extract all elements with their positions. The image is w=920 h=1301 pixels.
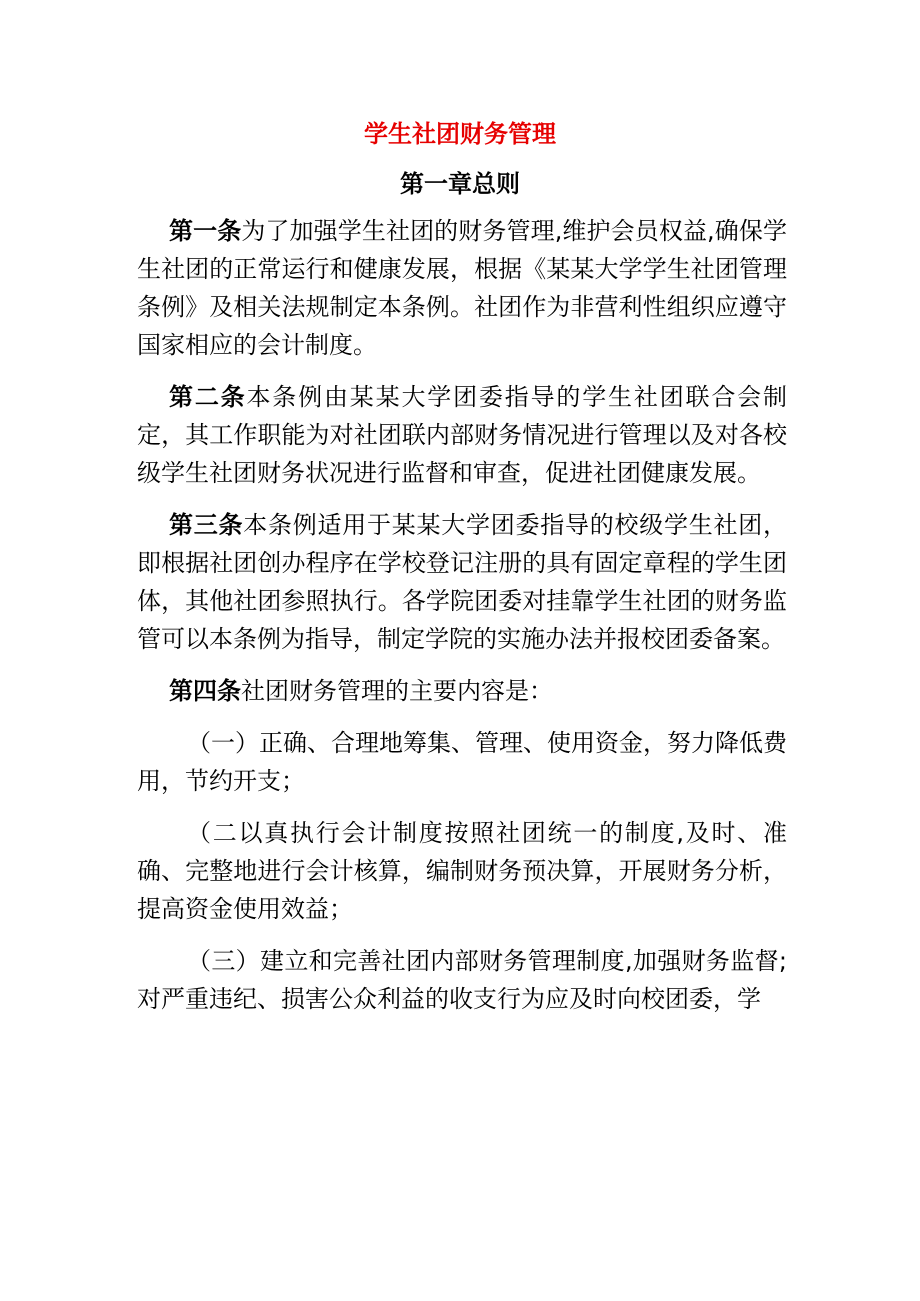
article-1-lead: 第一条 bbox=[169, 217, 242, 245]
document-title: 学生社团财务管理 bbox=[364, 120, 556, 148]
list-item-3: （三）建立和完善社团内部财务管理制度,加强财务监督;对严重违纪、损害公众利益的收支行为应及时向校团委，学 bbox=[137, 947, 787, 1013]
article-3-lead: 第三条 bbox=[169, 511, 244, 539]
list-item-2: （二以真执行会计制度按照社团统一的制度,及时、准确、完整地进行会计核算，编制财务预决算，开展财务分析，提高资金使用效益； bbox=[137, 819, 787, 923]
article-3-text: 本条例适用于某某大学团委指导的校级学生社团，即根据社团创办程序在学校登记注册的具有固定章程的学生团体，其他社团参照执行。各学院团委对挂靠学生社团的财务监管可以本条例为指导，制定学院的实施办法并报校团委备案。 bbox=[137, 511, 787, 653]
article-2-lead: 第二条 bbox=[169, 383, 247, 411]
article-3 bbox=[137, 506, 787, 658]
article-4-text: 社团财务管理的主要内容是： bbox=[241, 677, 553, 705]
article-4-lead: 第四条 bbox=[169, 677, 241, 705]
article-1 bbox=[137, 212, 787, 364]
document-body bbox=[137, 212, 787, 1032]
article-2-text: 本条例由某某大学团委指导的学生社团联合会制定，其工作职能为对社团联内部财务情况进行管理以及对各校级学生社团财务状况进行监督和审查，促进社团健康发展。 bbox=[137, 383, 788, 487]
list-item-1: （一）正确、合理地筹集、管理、使用资金，努力降低费用，节约开支； bbox=[137, 729, 787, 795]
chapter-title: 第一章总则 bbox=[400, 170, 520, 198]
article-1-text: 为了加强学生社团的财务管理,维护会员权益,确保学生社团的正常运行和健康发展，根据《某某大学学生社团管理条例》及相关法规制定本条例。社团作为非营利性组织应遵守国家相应的会计制度。 bbox=[137, 217, 788, 359]
article-4 bbox=[137, 672, 787, 710]
article-2 bbox=[137, 378, 787, 492]
